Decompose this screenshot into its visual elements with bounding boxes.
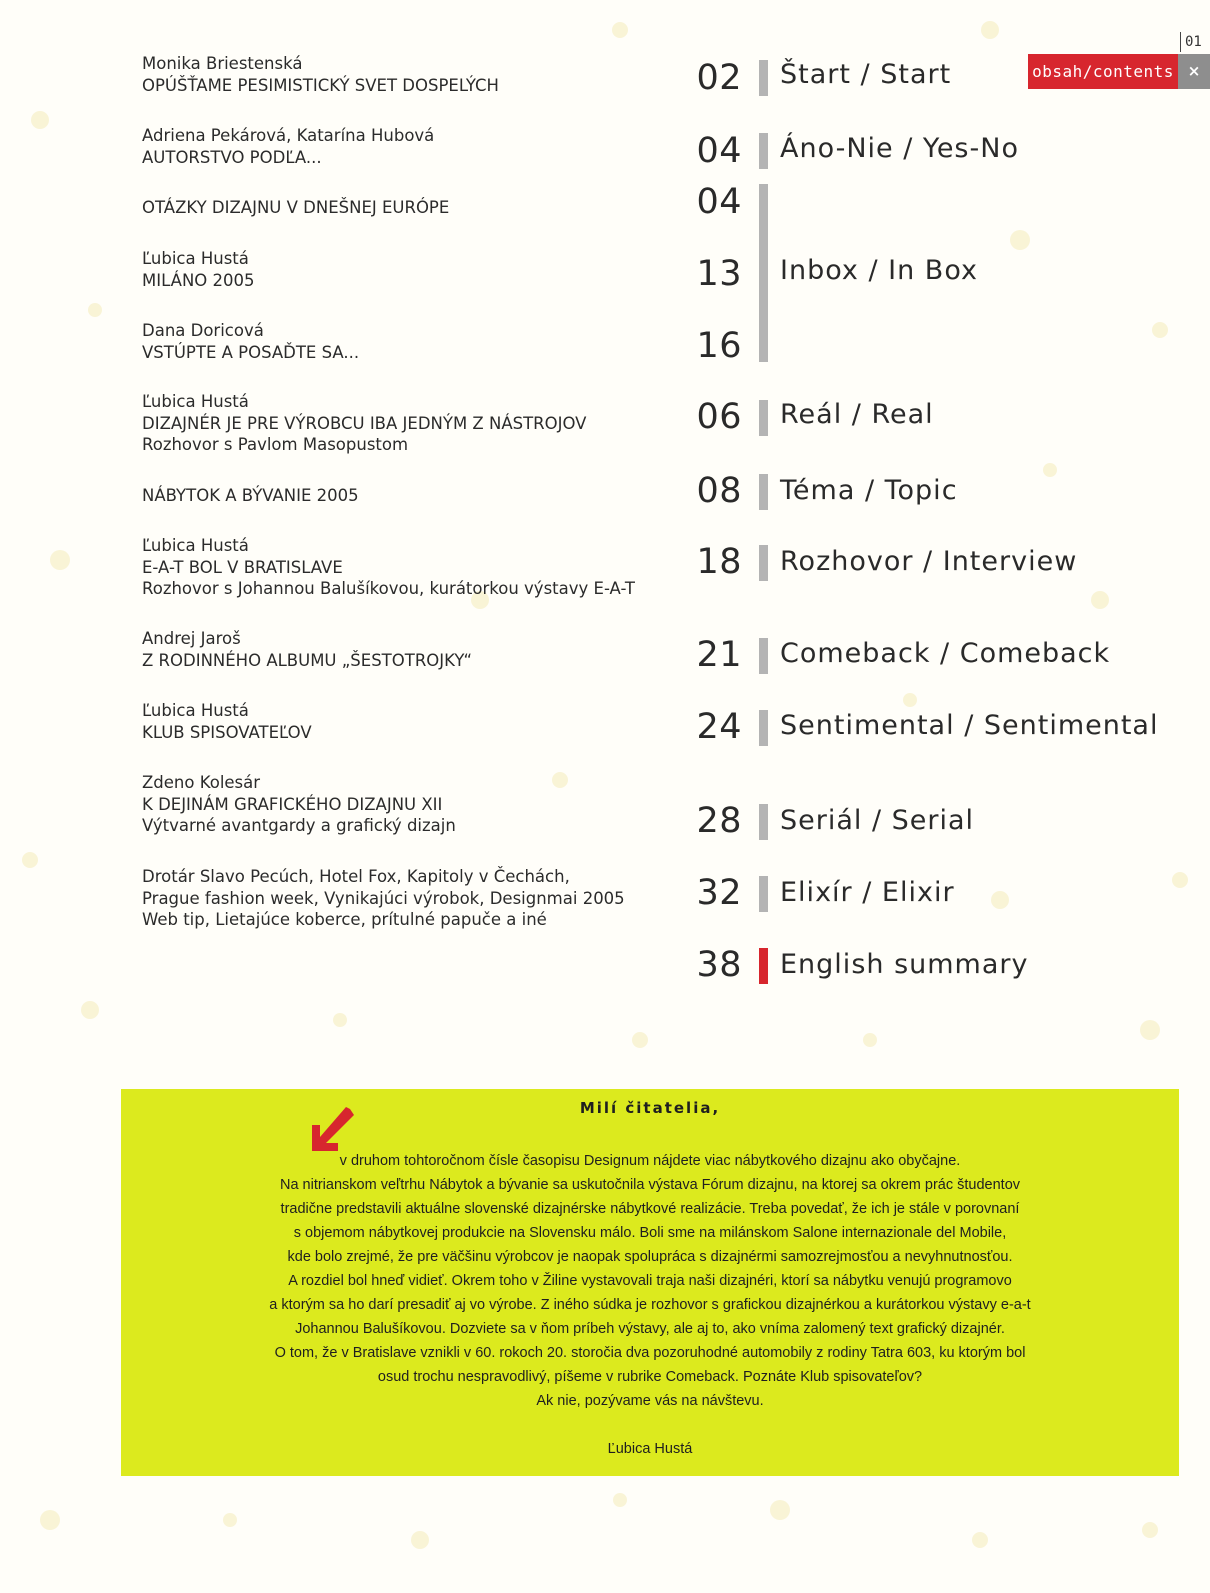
section-bar <box>759 474 768 510</box>
editorial-signature: Ľubica Hustá <box>607 1441 693 1457</box>
article-entry[interactable]: Dana Doricová VSTÚPTE A POSAĎTE SA... <box>142 321 360 362</box>
section-yes-no[interactable]: Áno-Nie / Yes-No <box>780 133 1019 164</box>
article-entry[interactable]: Ľubica Hustá MILÁNO 2005 <box>142 249 255 290</box>
article-entry[interactable]: Adriena Pekárová, Katarína Hubová AUTORSTVO PODĽA... <box>142 126 435 167</box>
page-number-elixir: 32 <box>696 873 742 913</box>
section-bar <box>759 400 768 436</box>
section-elixir[interactable]: Elixír / Elixir <box>780 877 955 908</box>
section-topic[interactable]: Téma / Topic <box>780 475 958 506</box>
section-bar <box>759 545 768 581</box>
contents-tab[interactable]: obsah/contents <box>1028 54 1178 89</box>
editorial-body: v druhom tohtoročnom čísle časopisu Designum nájdete viac nábytkového dizajnu ako obyčajne. Na nitrianskom veľtrhu Nábytok a bývanie sa uskutočnila výstava Fórum dizajnu, na ktorej sa okrem prác študentov tradične predstavili aktuálne slovenské dizajnérske nábytkové realizácie. Treba povedať, že ich je stále v porovnaní s objemom nábytkovej produkcie na Slovensku málo. Boli sme na milánskom Salone internazionale del Mobile, kde bolo zrejmé, že pre väčšinu výrobcov je naopak spolupráca s dizajnérmi samozrejmosťou a nevyhnutnosťou. A rozdiel bol hneď vidieť. Okrem toho v Žiline vystavovali traja naši dizajnéri, ktorí sa nábytku venujú programovo a ktorým sa ho darí presadiť aj vo výrobe. Z iného súdka je rozhovor s grafickou dizajnérkou a kurátorkou výstavy e-a-t Johannou Balušíkovou. Dozviete sa v ňom príbeh výstavy, ale aj to, ako vníma zalomený text grafický dizajnér. O tom, že v Bratislave vznikli v 60. rokoch 20. storočia dva pozoruhodné automobily z rodiny Tatra 603, ku ktorým bol osud trochu nespravodlivý, píšeme v rubrike Comeback. Poznáte Klub spisovateľov? Ak nie, pozývame vás na návštevu. <box>269 1153 1031 1409</box>
page-number-topic: 08 <box>696 471 742 511</box>
section-bar-highlight <box>759 948 768 984</box>
section-bar <box>759 804 768 840</box>
article-entry[interactable]: Ľubica Hustá DIZAJNÉR JE PRE VÝROBCU IBA JEDNÝM Z NÁSTROJOV Rozhovor s Pavlom Masopustom <box>142 392 587 454</box>
section-start[interactable]: Štart / Start <box>780 59 952 90</box>
page-number-interview: 18 <box>696 542 742 582</box>
section-english-summary[interactable]: English summary <box>780 949 1029 980</box>
article-entry[interactable]: Monika Briestenská OPÚŠŤAME PESIMISTICKÝ SVET DOSPELÝCH <box>142 54 499 95</box>
section-inbox[interactable]: Inbox / In Box <box>780 255 978 286</box>
article-entry[interactable]: OTÁZKY DIZAJNU V DNEŠNEJ EURÓPE <box>142 198 450 217</box>
page-number-serial: 28 <box>696 801 742 841</box>
page-number-inbox-1: 13 <box>696 254 742 294</box>
section-bar <box>759 60 768 96</box>
close-icon[interactable]: × <box>1178 54 1210 89</box>
page-number-english-summary: 38 <box>696 945 742 985</box>
section-bar <box>759 876 768 912</box>
section-real[interactable]: Reál / Real <box>780 399 934 430</box>
page-number-start: 02 <box>696 58 742 98</box>
article-entry[interactable]: Ľubica Hustá KLUB SPISOVATEĽOV <box>142 701 312 742</box>
section-sentimental[interactable]: Sentimental / Sentimental <box>780 710 1159 741</box>
page-number-comeback: 21 <box>696 635 742 675</box>
article-entry[interactable]: NÁBYTOK A BÝVANIE 2005 <box>142 486 359 505</box>
page-number-inbox-2: 16 <box>696 326 742 366</box>
section-bar <box>759 638 768 674</box>
section-bar <box>759 133 768 169</box>
section-comeback[interactable]: Comeback / Comeback <box>780 638 1111 669</box>
section-bar <box>759 710 768 746</box>
page-number-yes-no-2: 04 <box>696 182 742 222</box>
section-bar <box>759 184 768 362</box>
article-entry[interactable]: Zdeno Kolesár K DEJINÁM GRAFICKÉHO DIZAJNU XII Výtvarné avantgardy a grafický dizajn <box>142 773 456 835</box>
page-number-yes-no-1: 04 <box>696 131 742 171</box>
article-entry[interactable]: Drotár Slavo Pecúch, Hotel Fox, Kapitoly v Čechách, Prague fashion week, Vynikajúci výrobok, Designmai 2005 Web tip, Lietajúce koberce, prítulné papuče a iné <box>142 867 625 929</box>
section-interview[interactable]: Rozhovor / Interview <box>780 546 1078 577</box>
editorial-title: Milí čitatelia, <box>579 1099 721 1117</box>
section-serial[interactable]: Seriál / Serial <box>780 805 975 836</box>
editorial-box <box>121 1089 1179 1476</box>
article-entry[interactable]: Andrej Jaroš Z RODINNÉHO ALBUMU „ŠESTOTROJKY“ <box>142 629 473 670</box>
page-number-sentimental: 24 <box>696 707 742 747</box>
article-entry[interactable]: Ľubica Hustá E-A-T BOL V BRATISLAVE Rozhovor s Johannou Balušíkovou, kurátorkou výstavy E-A-T <box>142 536 635 598</box>
page-number: 01 <box>1180 32 1210 52</box>
page-number-real: 06 <box>696 397 742 437</box>
